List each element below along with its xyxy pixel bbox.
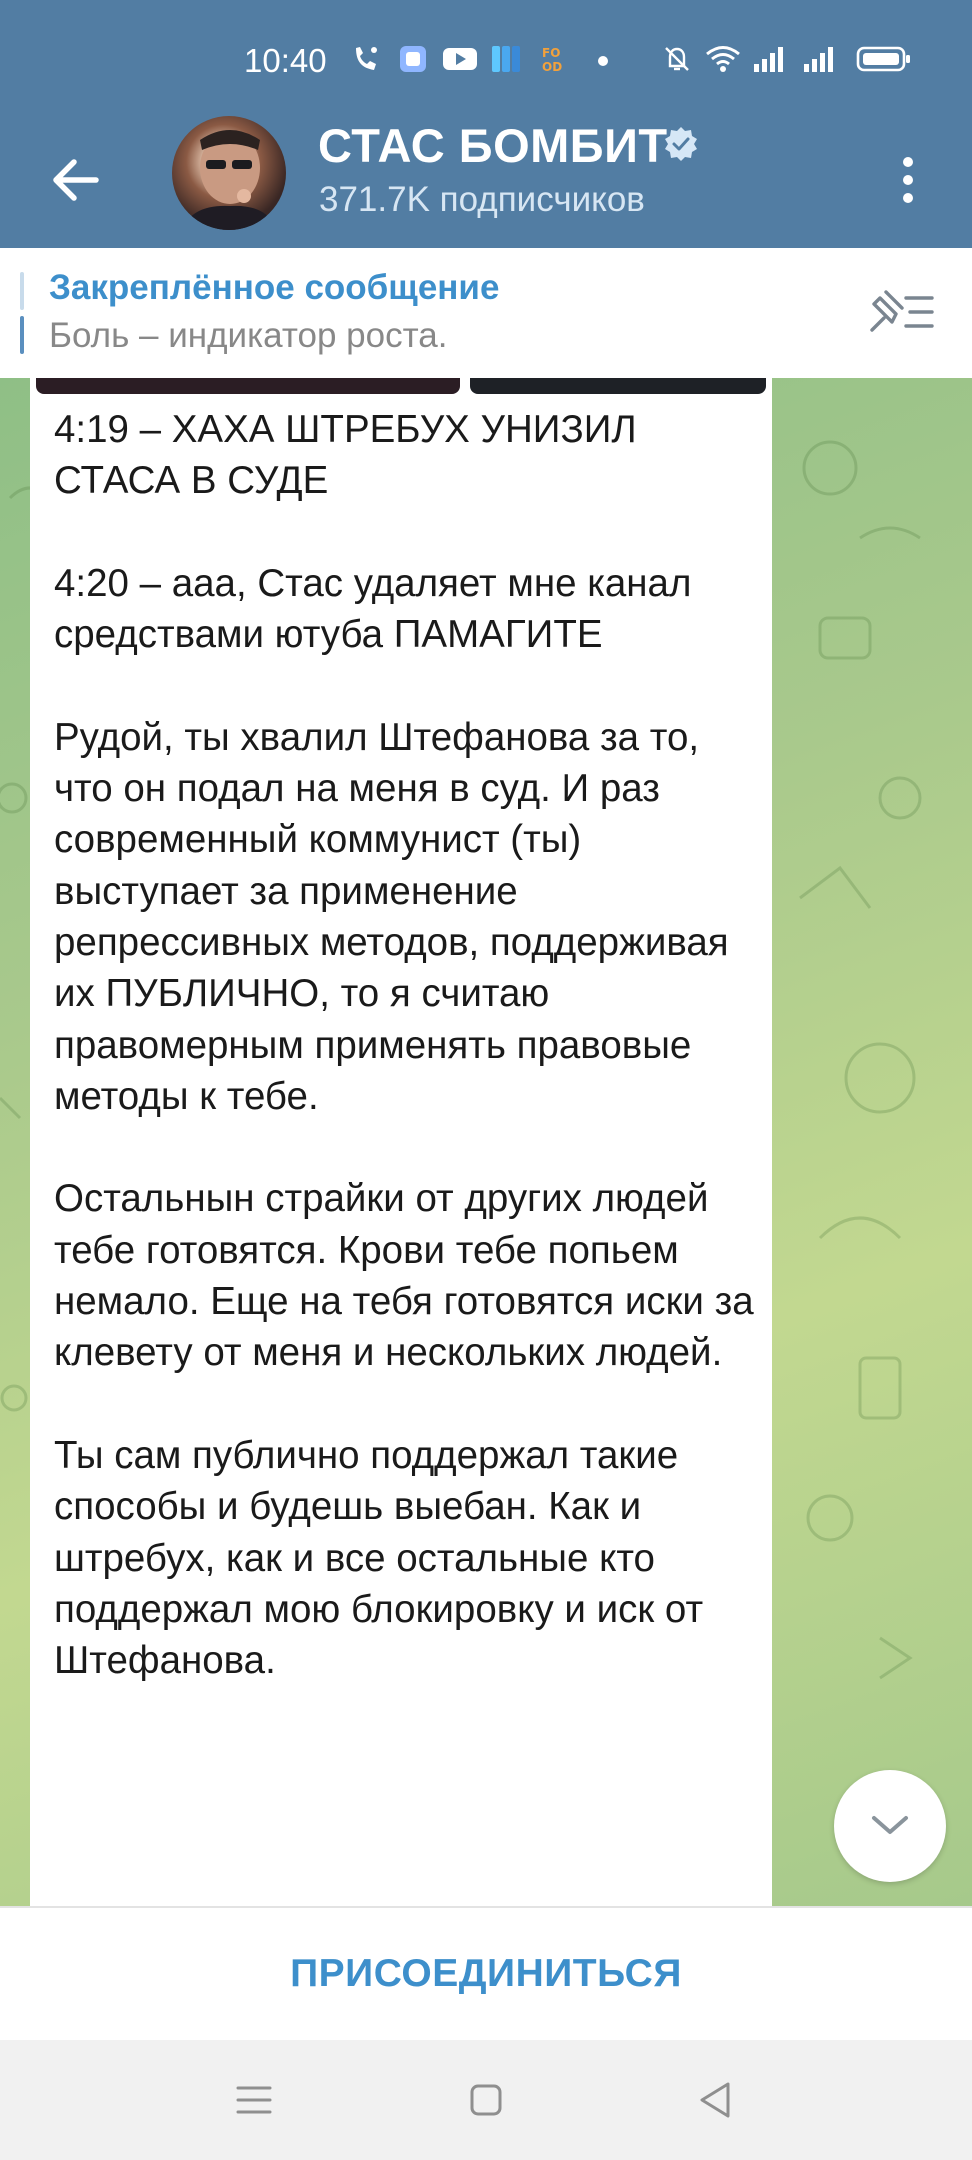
scroll-down-button[interactable] (834, 1770, 946, 1882)
unpin-list-icon (866, 284, 938, 340)
message-paragraph: 4:20 – ааа, Стас удаляет мне канал средствами ютуба ПАМАГИТЕ (54, 561, 692, 657)
battery-icon (856, 44, 912, 74)
channel-avatar[interactable] (172, 116, 286, 230)
pinned-text: Боль – индикатор роста. (49, 316, 448, 355)
app-notification-icon (398, 44, 428, 74)
message-paragraph: Рудой, ты хвалил Штефанова за то, что он подал на меня в суд. И раз современный коммунист (ты) выступает за применение репрессивных методов, поддерживая их ПУБЛИЧНО, то я считаю правомерным применять правовые методы к тебе. (54, 715, 729, 1118)
message-paragraph: Ты сам публично поддержал такие способы и будешь выебан. Как и штребух, как и все остальные кто поддержал мою блокировку и иск от Штефанова. (54, 1433, 704, 1683)
chat-area[interactable] (0, 378, 972, 1906)
arrow-left-icon (38, 142, 114, 218)
subscribers-count: 371.7K подписчиков (319, 180, 645, 219)
youtube-icon (442, 44, 478, 74)
media-thumbnail[interactable] (470, 378, 766, 394)
message-bubble[interactable] (30, 378, 772, 1906)
pinned-list-button[interactable] (866, 284, 938, 340)
verified-badge-icon (663, 126, 699, 162)
home-button[interactable] (450, 2064, 522, 2136)
back-triangle-icon (680, 2064, 752, 2136)
avatar-photo (172, 116, 286, 230)
media-thumbnail[interactable] (36, 378, 460, 394)
join-button[interactable]: ПРИСОЕДИНИТЬСЯ (290, 1952, 682, 1995)
message-text (54, 404, 754, 1738)
more-vertical-icon (880, 142, 936, 218)
status-time: 10:40 (244, 42, 327, 79)
status-bar (0, 0, 972, 120)
pinned-indicator-active (20, 316, 24, 354)
pinned-indicator (20, 272, 24, 310)
signal-icon (752, 44, 788, 74)
pinned-message-bar[interactable] (0, 248, 972, 380)
channel-title[interactable]: СТАС БОМБИТ (318, 119, 668, 172)
join-bar (0, 1906, 972, 2042)
back-button[interactable] (38, 142, 114, 218)
more-menu-button[interactable] (880, 142, 936, 218)
app-bar (0, 112, 972, 248)
signal-icon (802, 44, 838, 74)
wifi-icon (704, 44, 742, 74)
pinned-title: Закреплённое сообщение (49, 268, 500, 307)
chevron-down-icon (870, 1810, 910, 1840)
system-navigation-bar (0, 2040, 972, 2160)
home-square-icon (450, 2064, 522, 2136)
back-nav-button[interactable] (680, 2064, 752, 2136)
message-paragraph: Остальнын страйки от других людей тебе готовятся. Крови тебе попьем немало. Еще на тебя готовятся иски за клевету от меня и нескольких людей. (54, 1177, 754, 1375)
recent-apps-button[interactable] (218, 2064, 290, 2136)
dot-icon (596, 44, 610, 74)
svg-text:OD: OD (542, 60, 563, 74)
menu-lines-icon (218, 2064, 290, 2136)
app-icon (490, 44, 522, 74)
food-app-icon (540, 44, 570, 74)
svg-text:FO: FO (542, 46, 561, 60)
call-icon (352, 44, 380, 74)
header (0, 0, 972, 248)
mute-icon (662, 44, 692, 74)
message-paragraph: 4:19 – ХАХА ШТРЕБУХ УНИЗИЛ СТАСА В СУДЕ (54, 408, 637, 503)
